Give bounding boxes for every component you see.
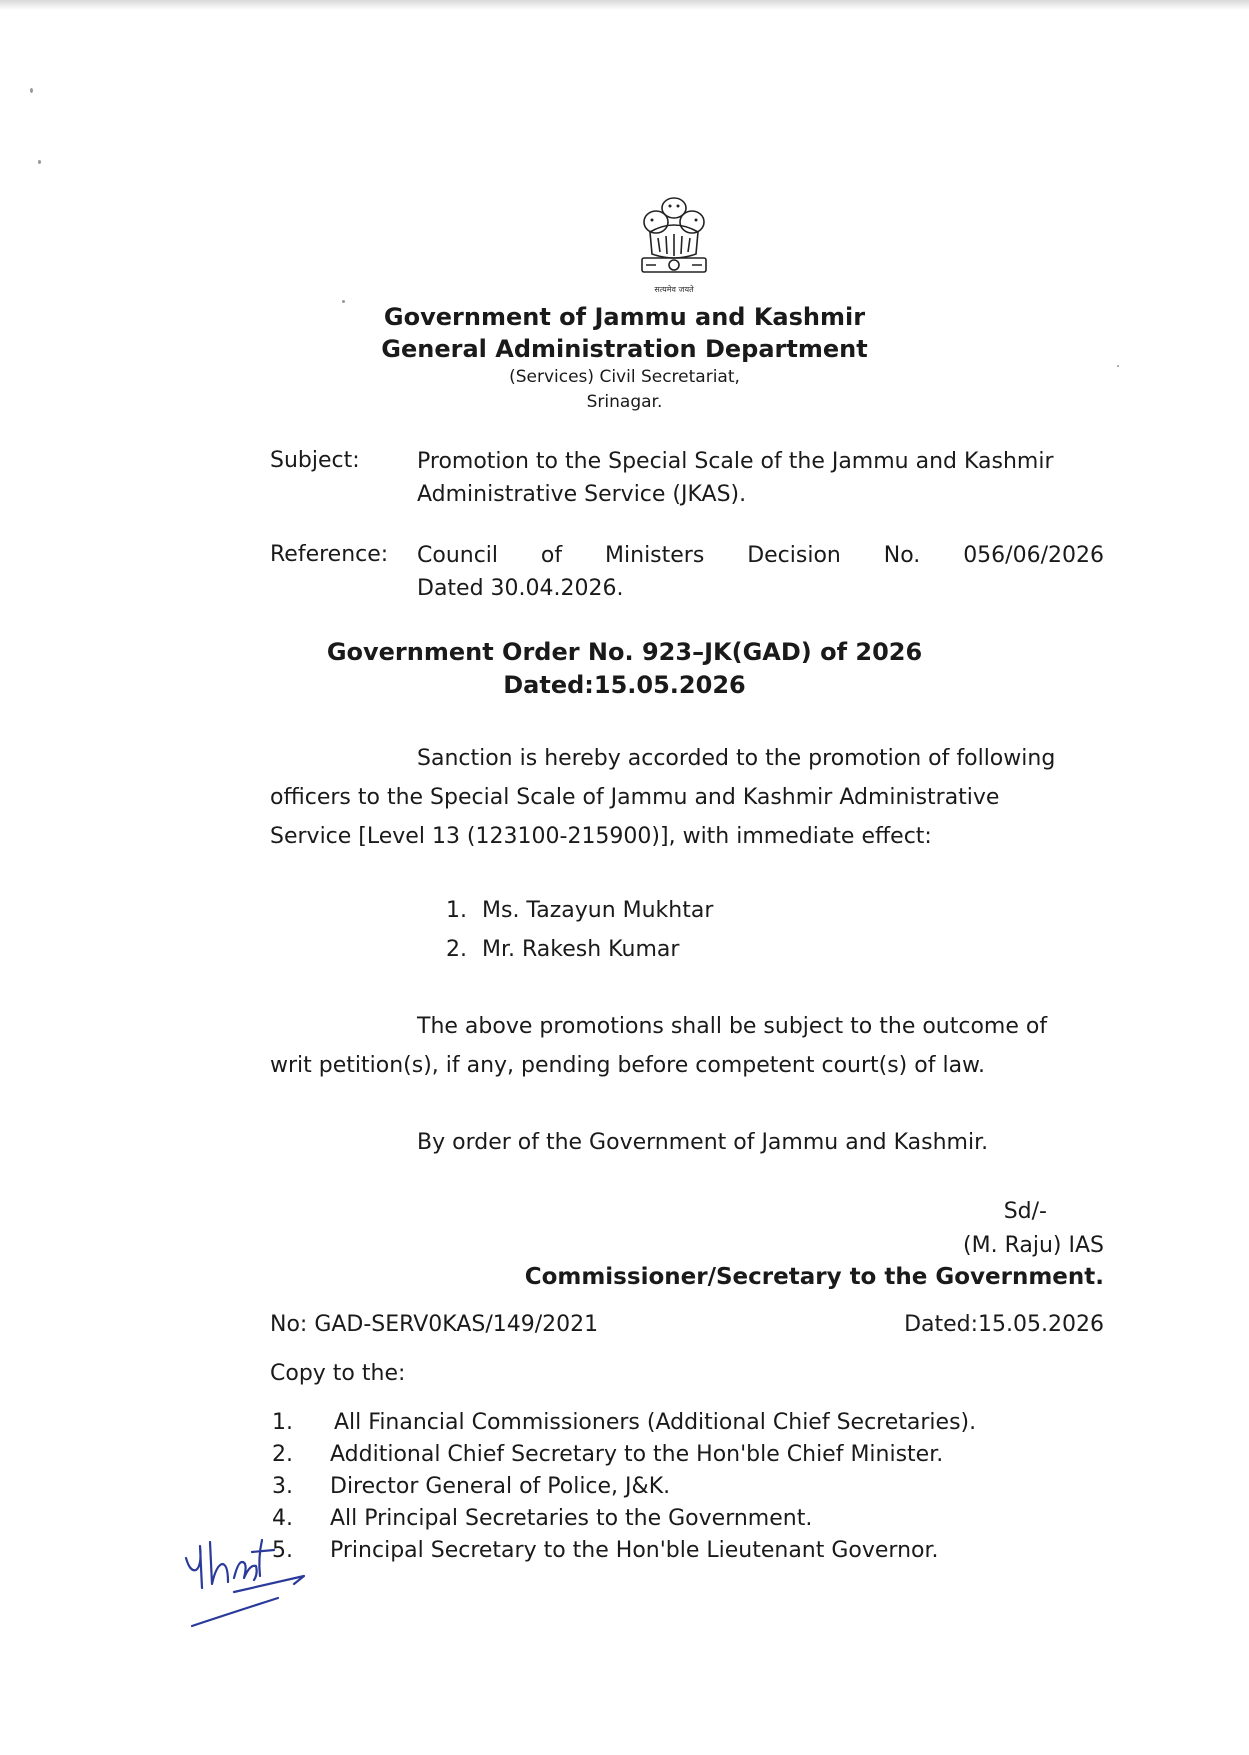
- reference-line-2: Dated 30.04.2026.: [417, 576, 624, 601]
- scan-edge: [0, 0, 1249, 10]
- copy-num: 2.: [272, 1442, 293, 1467]
- footer-dated: Dated:15.05.2026: [904, 1312, 1104, 1337]
- order-title: Government Order No. 923–JK(GAD) of 2026: [326, 638, 923, 666]
- signatory-name: (M. Raju) IAS: [963, 1233, 1104, 1258]
- reference-word: Council: [417, 543, 499, 568]
- header-department: General Administration Department: [381, 335, 868, 363]
- header-government: Government of Jammu and Kashmir: [383, 303, 866, 331]
- officer-num: 2.: [446, 937, 467, 962]
- copy-num: 3.: [272, 1474, 293, 1499]
- copy-text: Additional Chief Secretary to the Hon'ble Chief Minister.: [330, 1442, 944, 1467]
- officer-num: 1.: [446, 898, 467, 923]
- subject-label: Subject:: [270, 448, 360, 473]
- reference-word: No.: [883, 543, 921, 568]
- copy-text: All Principal Secretaries to the Government.: [330, 1506, 813, 1531]
- subject-line-2: Administrative Service (JKAS).: [417, 482, 747, 507]
- para1-line-2: officers to the Special Scale of Jammu and Kashmir Administrative: [270, 785, 1000, 810]
- reference-word: 056/06/2026: [963, 543, 1104, 568]
- reference-word: Ministers: [605, 543, 705, 568]
- copy-text: Director General of Police, J&K.: [330, 1474, 671, 1499]
- scan-speck: [30, 88, 33, 93]
- reference-label: Reference:: [270, 542, 389, 567]
- para3: By order of the Government of Jammu and Kashmir.: [417, 1130, 989, 1155]
- officer-name: Mr. Rakesh Kumar: [482, 937, 680, 962]
- order-dated: Dated:15.05.2026: [503, 671, 746, 699]
- copy-num: 1.: [272, 1410, 293, 1435]
- national-emblem-icon: [632, 188, 716, 288]
- signatory-sd: Sd/-: [1003, 1199, 1047, 1224]
- officer-name: Ms. Tazayun Mukhtar: [482, 898, 714, 923]
- reference-text: [417, 539, 1104, 605]
- para1-line-3: Service [Level 13 (123100-215900)], with immediate effect:: [270, 824, 932, 849]
- copy-to-label: Copy to the:: [270, 1361, 406, 1386]
- copy-text: All Financial Commissioners (Additional Chief Secretaries).: [334, 1410, 977, 1435]
- subject-text: [417, 445, 1104, 511]
- handwritten-initials-icon: [178, 1522, 318, 1632]
- reference-word: Decision: [747, 543, 841, 568]
- emblem-motto: सत्यमेव जयते: [654, 285, 694, 294]
- subject-line-1: Promotion to the Special Scale of the Jammu and Kashmir: [417, 449, 1054, 474]
- para2-line-1: The above promotions shall be subject to the outcome of: [417, 1014, 1048, 1039]
- scan-speck: [38, 160, 41, 164]
- para1-line-1: Sanction is hereby accorded to the promotion of following: [417, 746, 1056, 771]
- copy-num: 4.: [272, 1506, 293, 1531]
- para2-line-2: writ petition(s), if any, pending before competent court(s) of law.: [270, 1053, 986, 1078]
- header-office: (Services) Civil Secretariat,: [509, 367, 740, 387]
- file-number: No: GAD-SERV0KAS/149/2021: [270, 1312, 599, 1337]
- header-city: Srinagar.: [586, 392, 663, 412]
- signatory-designation: Commissioner/Secretary to the Government.: [524, 1264, 1104, 1290]
- copy-num: 5.: [272, 1538, 293, 1563]
- reference-word: of: [540, 543, 563, 568]
- reference-line-1: [417, 539, 1104, 572]
- copy-text: Principal Secretary to the Hon'ble Lieutenant Governor.: [330, 1538, 939, 1563]
